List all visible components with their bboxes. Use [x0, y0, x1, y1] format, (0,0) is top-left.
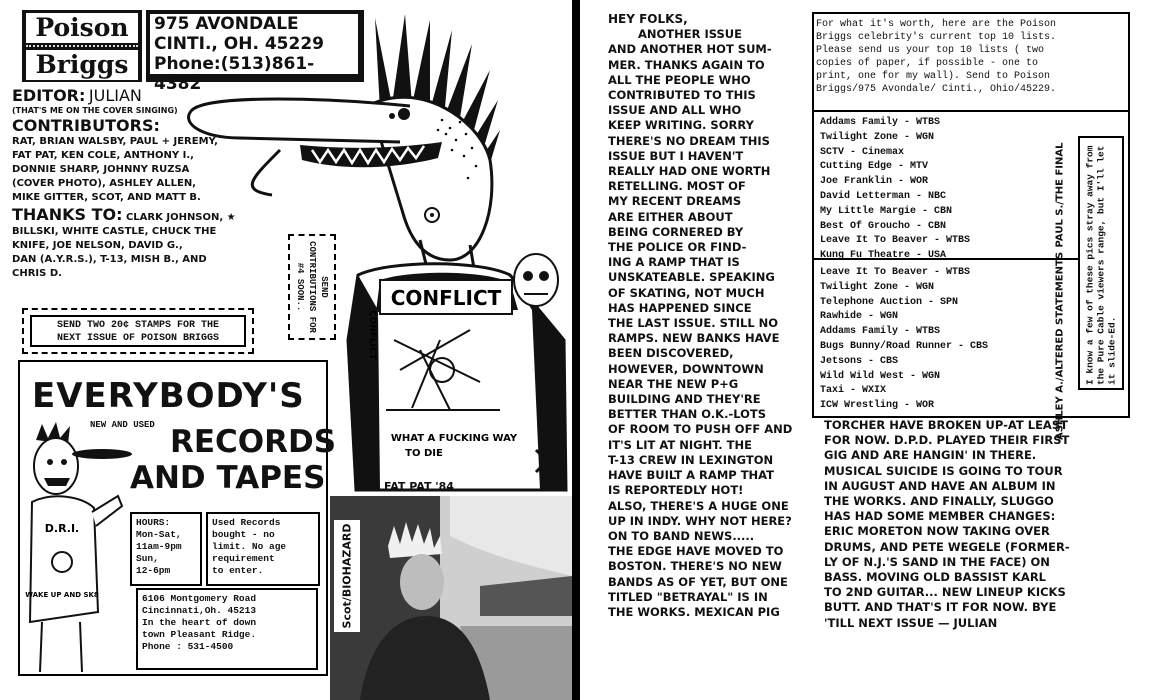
- ad-used-records-box: [206, 512, 320, 586]
- letter-line: ANOTHER ISSUE: [638, 27, 743, 42]
- list-item: ICW Wrestling - WOR: [820, 400, 935, 412]
- thanks-heading: THANKS TO:: [12, 205, 123, 224]
- letter-line: THERE'S NO DREAM THIS: [608, 133, 770, 148]
- letter-line: BOSTON. THERE'S NO NEW: [608, 559, 782, 574]
- letter-greeting: HEY FOLKS,: [608, 12, 688, 26]
- side-note-text: I know a few of these pics stray away from the Pure Cable viewers range, but I'll let it slide-Ed.: [1084, 145, 1118, 385]
- ad-used-line: bought - no: [212, 529, 275, 540]
- letter-line: KEEP WRITING. SORRY: [608, 118, 754, 133]
- letter-line: ING A RAMP THAT IS: [608, 255, 740, 270]
- left-page: [0, 0, 572, 700]
- list-item: Twilight Zone - WGN: [820, 131, 935, 143]
- letter-line: TO 2ND GUITAR... NEW LINEUP KICKS: [824, 585, 1066, 600]
- list-item: Leave It To Beaver - WTBS: [820, 267, 971, 278]
- letter-line: HAS HAD SOME MEMBER CHANGES:: [824, 509, 1056, 524]
- letter-line: ARE EITHER ABOUT: [608, 209, 733, 224]
- ad-address-line: town Pleasant Ridge.: [142, 629, 257, 640]
- send-contributions-note: [288, 234, 336, 340]
- logo-word-bottom: Briggs: [26, 50, 138, 80]
- letter-line: BEING CORNERED BY: [608, 224, 744, 239]
- ashley-top-ten-list: [820, 266, 1050, 414]
- artist-signature: FAT PAT '84: [384, 480, 454, 493]
- sleeve-text: CONFLICT: [367, 310, 377, 360]
- list-item: Kung Fu Theatre - USA: [820, 250, 947, 262]
- letter-line: THE EDGE HAVE MOVED TO: [608, 544, 784, 559]
- thanks-line: KNIFE, JOE NELSON, DAVID G.,: [12, 240, 183, 251]
- letter-line: IT'S LIT AT NIGHT. THE: [608, 437, 753, 452]
- ad-used-line: requirement: [212, 553, 275, 564]
- letter-line: RETELLING. MOST OF: [608, 179, 746, 194]
- right-page: [580, 0, 1153, 700]
- shirt-caption-line: TO DIE: [405, 448, 443, 459]
- list-item: Cutting Edge - MTV: [820, 161, 929, 173]
- list-item: David Letterman - NBC: [820, 190, 947, 202]
- ad-hours-line: 11am-9pm: [136, 541, 182, 552]
- thanks-line: CLARK JOHNSON,: [125, 212, 224, 223]
- list-item: Bugs Bunny/Road Runner - CBS: [820, 340, 989, 352]
- ad-hours-line: 12-6pm: [136, 565, 171, 576]
- ad-address-line: 6106 Montgomery Road: [142, 593, 257, 604]
- figure-slogan-text: WAKE UP AND SK8: [25, 591, 99, 599]
- stamps-note-line: NEXT ISSUE OF POISON BRIGGS: [56, 333, 220, 344]
- list-divider: [812, 258, 1112, 260]
- page-gutter: [572, 0, 580, 700]
- intro-line: For what it's worth, here are the Poison: [816, 19, 1057, 30]
- list-item: SCTV - Cinemax: [820, 146, 905, 158]
- ad-new-and-used: NEW AND USED: [90, 420, 155, 430]
- list-item: Addams Family - WTBS: [820, 326, 941, 338]
- editor-side-note: [1078, 136, 1124, 390]
- letter-line: MUSICAL SUICIDE IS GOING TO TOUR: [824, 463, 1063, 478]
- ad-address-line: Cincinnati,Oh. 45213: [142, 605, 257, 616]
- intro-line: Briggs celebrity's current top 10 lists.: [816, 32, 1057, 43]
- contributors-line: MIKE GITTER, SCOT, AND MATT B.: [12, 192, 201, 203]
- ad-hours-line: HOURS:: [136, 517, 171, 528]
- poison-briggs-logo: [22, 10, 142, 82]
- ad-hours-line: Sun,: [136, 553, 159, 564]
- letter-line: REALLY HAD ONE WORTH: [608, 164, 771, 179]
- intro-line: Please send us your top 10 lists ( two: [816, 45, 1045, 56]
- letter-line: ISSUE BUT I HAVEN'T: [608, 148, 744, 163]
- letter-continued: [824, 418, 1130, 631]
- ad-address-box: [136, 588, 318, 670]
- contributors-line: RAT, BRIAN WALSBY, PAUL + JEREMY,: [12, 136, 218, 147]
- letter-line: GIG AND ARE HANGIN' IN THERE.: [824, 448, 1037, 463]
- ad-hours-line: Mon-Sat,: [136, 529, 182, 540]
- letter-line: THE LAST ISSUE. STILL NO: [608, 316, 779, 331]
- list-item: Rawhide - WGN: [820, 311, 899, 323]
- letter-line: ON TO BAND NEWS.....: [608, 528, 755, 543]
- list-item: Jetsons - CBS: [820, 355, 899, 367]
- intro-line: Briggs/975 Avondale/ Cinti., Ohio/45229.: [816, 84, 1057, 95]
- letter-line: ALSO, THERE'S A HUGE ONE: [608, 498, 789, 513]
- contributors-line: DONNIE SHARP, JOHNNY RUZSA: [12, 164, 190, 175]
- records-ad: [18, 360, 337, 676]
- list-item: Telephone Auction - SPN: [820, 296, 959, 308]
- letter-line: HAVE BUILT A RAMP THAT: [608, 468, 775, 483]
- letter-line: IS REPORTEDLY HOT!: [608, 483, 744, 498]
- ashley-list-label: [1046, 251, 1074, 441]
- figure-shirt-text: D.R.I.: [44, 522, 80, 535]
- ad-used-line: to enter.: [212, 565, 264, 576]
- letter-line: THE WORKS. MEXICAN PIG: [608, 604, 780, 619]
- editor-note: (THAT'S ME ON THE COVER SINGING): [12, 106, 178, 115]
- letter-line: THE POLICE OR FIND-: [608, 240, 747, 255]
- letter-line: HAS HAPPENED SINCE: [608, 300, 752, 315]
- letter-line: ALL THE PEOPLE WHO: [608, 72, 751, 87]
- list-item: Addams Family - WTBS: [820, 117, 941, 128]
- ad-records-text: RECORDS: [170, 424, 337, 460]
- letter-line: TITLED "BETRAYAL" IS IN: [608, 589, 768, 604]
- address-line-phone: Phone:(513)861-4382: [154, 54, 315, 94]
- letter-line: OF ROOM TO PUSH OFF AND: [608, 422, 793, 437]
- letter-line: MER. THANKS AGAIN TO: [608, 57, 765, 72]
- top-ten-intro: [816, 18, 1116, 96]
- thanks-line: CHRIS D.: [12, 268, 62, 279]
- ad-used-line: Used Records: [212, 517, 281, 528]
- ad-address-line: Phone : 531-4500: [142, 641, 234, 652]
- editor-name: JULIAN: [88, 86, 142, 105]
- list-divider: [812, 110, 1130, 112]
- letter-line: DRUMS, AND PETE WEGELE (FORMER-: [824, 539, 1070, 554]
- list-item: Twilight Zone - WGN: [820, 281, 935, 293]
- letter-line: HOWEVER, DOWNTOWN: [608, 361, 764, 376]
- photo-caption: Scot/BIOHAZARD: [340, 523, 354, 629]
- list-item: Best Of Groucho - CBN: [820, 220, 947, 232]
- list-item: My Little Margie - CBN: [820, 205, 953, 217]
- list-item: Leave It To Beaver - WTBS: [820, 235, 971, 247]
- letter-line: BUTT. AND THAT'S IT FOR NOW. BYE: [824, 600, 1057, 615]
- letter-line: CONTRIBUTED TO THIS: [608, 88, 756, 103]
- letter-line: TORCHER HAVE BROKEN UP-AT LEAST: [824, 418, 1068, 432]
- thanks-line: BILLSKI, WHITE CASTLE, CHUCK THE: [12, 226, 217, 237]
- intro-line: copies of paper, if possible - one to: [816, 58, 1039, 69]
- thanks-line: DAN (A.Y.R.S.), T-13, MISH B., AND: [12, 254, 207, 265]
- list-item: Joe Franklin - WOR: [820, 176, 929, 188]
- letter-line: ISSUE AND ALL WHO: [608, 103, 742, 118]
- letter-line: UP IN INDY. WHY NOT HERE?: [608, 513, 792, 528]
- send-contributions-text: SEND CONTRIBUTIONS FOR #4 SOON..: [295, 241, 329, 333]
- contributors-heading: CONTRIBUTORS:: [12, 116, 160, 135]
- contributors-line: (COVER PHOTO), ASHLEY ALLEN,: [12, 178, 196, 189]
- letter-line: RAMPS. NEW BANKS HAVE: [608, 331, 780, 346]
- skater-figure-illustration: [22, 422, 132, 672]
- letter-line: THE WORKS. AND FINALLY, SLUGGO: [824, 494, 1054, 509]
- logo-word-top: Poison: [26, 13, 138, 43]
- list-item: Wild Wild West - WGN: [820, 370, 941, 382]
- editor-letter: [608, 12, 808, 620]
- ad-hours-box: [130, 512, 202, 586]
- ad-used-line: limit. No age: [212, 541, 287, 552]
- star-icon: ★: [226, 212, 236, 223]
- photo-caption-box: [334, 520, 360, 632]
- stamps-note: [22, 308, 254, 354]
- letter-line: BEEN DISCOVERED,: [608, 346, 734, 361]
- letter-line: BANDS AS OF YET, BUT ONE: [608, 574, 788, 589]
- letter-line: OF SKATING, NOT MUCH: [608, 285, 765, 300]
- letter-line: MY RECENT DREAMS: [608, 194, 742, 209]
- letter-line: AND ANOTHER HOT SUM-: [608, 42, 772, 57]
- shirt-caption-line: WHAT A FUCKING WAY: [390, 433, 518, 444]
- letter-line: LY OF N.J.'S SAND IN THE FACE) ON: [824, 554, 1050, 569]
- letter-line: 'TILL NEXT ISSUE — JULIAN: [824, 615, 998, 630]
- letter-line: UNSKATEABLE. SPEAKING: [608, 270, 775, 285]
- contributors-line: FAT PAT, KEN COLE, ANTHONY I.,: [12, 150, 194, 161]
- ashley-label-text: ASHLEY A./ALTERED STATEMENTS: [1054, 251, 1066, 441]
- list-item: Taxi - WXIX: [820, 385, 887, 397]
- shirt-band-text: CONFLICT: [390, 286, 502, 310]
- barbed-wire-divider: [26, 45, 138, 49]
- letter-line: FOR NOW. D.P.D. PLAYED THEIR FIRST: [824, 433, 1070, 448]
- letter-line: BETTER THAN O.K.-LOTS: [608, 407, 767, 422]
- address-line-street: 975 AVONDALE: [154, 14, 299, 34]
- letter-line: NEAR THE NEW P+G: [608, 376, 739, 391]
- cover-photo: [330, 496, 572, 700]
- paul-list-label: [1050, 142, 1070, 248]
- intro-line: print, one for my wall). Send to Poison: [816, 71, 1051, 82]
- stamps-note-line: SEND TWO 20¢ STAMPS FOR THE: [56, 320, 220, 331]
- letter-line: ERIC MORETON NOW TAKING OVER: [824, 524, 1050, 539]
- paul-label-text: PAUL S./THE FINAL: [1054, 142, 1066, 248]
- ad-store-name: EVERYBODY'S: [32, 376, 305, 416]
- address-line-city: CINTI., OH. 45229: [154, 34, 324, 54]
- letter-line: T-13 CREW IN LEXINGTON: [608, 452, 774, 467]
- ad-address-line: In the heart of down: [142, 617, 257, 628]
- editor-heading: EDITOR:: [12, 86, 86, 105]
- letter-line: IN AUGUST AND HAVE AN ALBUM IN: [824, 478, 1056, 493]
- paul-top-ten-list: [820, 116, 1050, 264]
- letter-line: BASS. MOVING OLD BASSIST KARL: [824, 570, 1047, 585]
- letter-line: BUILDING AND THEY'RE: [608, 392, 761, 407]
- ad-and-tapes-text: AND TAPES: [130, 460, 326, 496]
